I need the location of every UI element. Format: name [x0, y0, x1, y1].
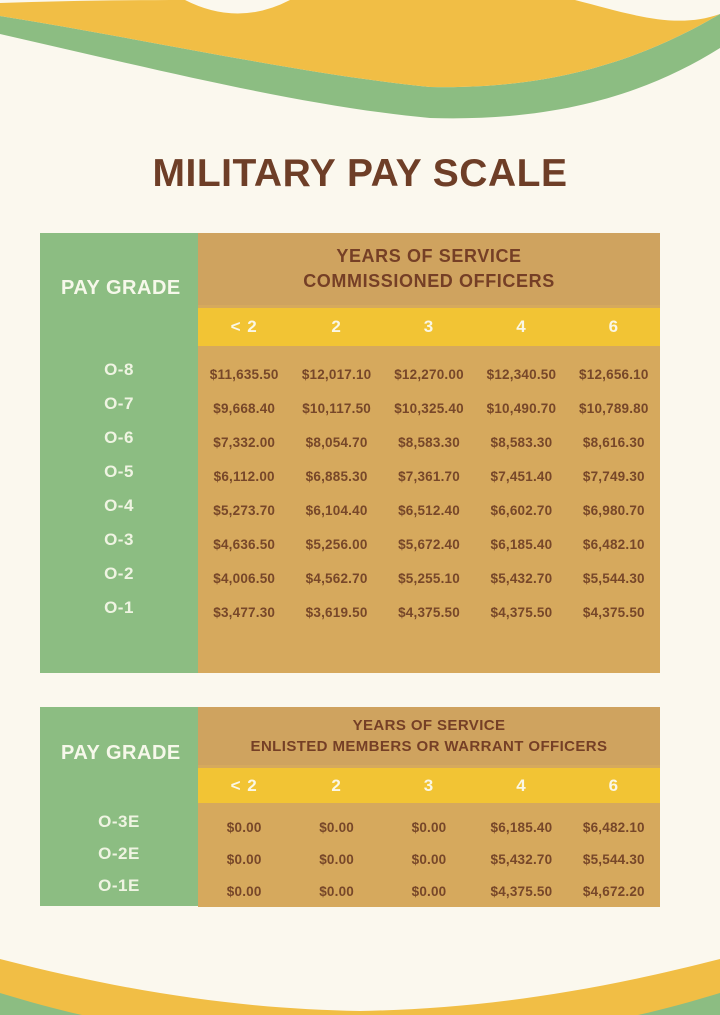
grade-label: O-3E — [98, 812, 140, 831]
grade-label: O-3 — [104, 530, 134, 549]
table-body — [198, 806, 660, 907]
pay-value: $3,477.30 — [213, 604, 276, 620]
table-header — [198, 707, 660, 765]
pay-value: $0.00 — [411, 883, 447, 899]
pay-value: $7,361.70 — [398, 468, 460, 484]
grade-label: O-1E — [98, 876, 140, 895]
column-header: 4 — [516, 775, 527, 795]
years-of-service-section — [198, 707, 660, 906]
table-row — [198, 425, 660, 459]
pay-value: $10,490.70 — [486, 400, 557, 416]
pay-value: $8,583.30 — [398, 434, 460, 450]
pay-value: $6,482.10 — [582, 536, 645, 552]
top-wave-decoration — [0, 0, 720, 150]
table-header-line2: ENLISTED MEMBERS OR WARRANT OFFICERS — [250, 738, 608, 755]
column-header: < 2 — [230, 317, 258, 336]
pay-value: $5,432.70 — [490, 851, 553, 867]
pay-value: $8,054.70 — [305, 434, 368, 450]
column-header: 2 — [331, 775, 342, 795]
pay-value: $0.00 — [226, 883, 262, 899]
table-header-line1: YEARS OF SERVICE — [352, 717, 506, 734]
pay-value: $4,375.50 — [490, 883, 553, 899]
pay-value: $4,375.50 — [490, 604, 553, 620]
grade-label: O-5 — [104, 462, 134, 481]
pay-value: $6,980.70 — [582, 502, 645, 518]
column-header: 2 — [331, 317, 342, 336]
table-row — [198, 875, 660, 907]
pay-grade-column — [40, 233, 198, 673]
column-header: 3 — [423, 317, 435, 336]
pay-grade-column — [40, 707, 198, 906]
pay-value: $4,006.50 — [213, 570, 276, 586]
pay-value: $0.00 — [226, 851, 262, 867]
table-body — [198, 349, 660, 673]
table-row — [198, 561, 660, 595]
pay-value: $9,668.40 — [213, 400, 276, 416]
pay-value: $0.00 — [411, 819, 447, 835]
pay-value: $10,117.50 — [302, 400, 372, 416]
pay-grade-header: PAY GRADE — [61, 742, 181, 764]
pay-value: $6,482.10 — [582, 819, 645, 835]
column-header: 6 — [608, 775, 620, 795]
pay-value: $6,512.40 — [398, 502, 460, 518]
pay-value: $12,656.10 — [579, 366, 649, 382]
pay-value: $6,185.40 — [490, 536, 553, 552]
table-header — [198, 233, 660, 305]
pay-value: $8,583.30 — [490, 434, 553, 450]
pay-value: $10,325.40 — [394, 400, 464, 416]
grade-spacer — [40, 343, 198, 353]
page-title: MILITARY PAY SCALE — [152, 152, 568, 195]
grade-label: O-2E — [98, 844, 140, 863]
column-header: 4 — [516, 317, 527, 336]
bottom-wave-yellow-band — [0, 959, 720, 1015]
column-header-row — [198, 305, 660, 349]
pay-value: $7,451.40 — [490, 468, 553, 484]
table-header-line1: YEARS OF SERVICE — [336, 245, 522, 266]
column-header-row — [198, 765, 660, 806]
pay-value: $5,432.70 — [490, 570, 553, 586]
pay-value: $4,375.50 — [398, 604, 460, 620]
bottom-wave-decoration — [0, 955, 720, 1015]
grade-label: O-4 — [104, 496, 134, 515]
pay-value: $6,185.40 — [490, 819, 553, 835]
table-row — [198, 459, 660, 493]
grade-label: O-8 — [104, 360, 134, 379]
pay-value: $8,616.30 — [582, 434, 645, 450]
pay-value: $5,273.70 — [213, 502, 276, 518]
pay-value: $5,544.30 — [582, 570, 645, 586]
table-row — [198, 391, 660, 425]
table-row — [198, 493, 660, 527]
pay-value: $0.00 — [319, 819, 354, 835]
pay-value: $0.00 — [319, 883, 354, 899]
grade-label: O-2 — [104, 564, 134, 583]
pay-value: $0.00 — [411, 851, 447, 867]
years-of-service-section — [198, 233, 660, 673]
pay-value: $7,749.30 — [582, 468, 645, 484]
pay-value: $5,672.40 — [398, 536, 460, 552]
pay-value: $4,672.20 — [582, 883, 645, 899]
pay-value: $5,544.30 — [582, 851, 645, 867]
pay-value: $0.00 — [226, 819, 262, 835]
pay-value: $12,340.50 — [486, 366, 557, 382]
pay-value: $10,789.80 — [579, 400, 649, 416]
pay-value: $11,635.50 — [209, 366, 279, 382]
pay-value: $3,619.50 — [305, 604, 368, 620]
table-row — [198, 843, 660, 875]
pay-value: $4,375.50 — [582, 604, 645, 620]
pay-value: $4,562.70 — [305, 570, 368, 586]
commissioned-officers-table — [40, 233, 660, 673]
pay-value: $12,270.00 — [394, 366, 464, 382]
pay-value: $12,017.10 — [301, 366, 372, 382]
column-header: < 2 — [230, 775, 258, 795]
grade-label: O-1 — [104, 598, 134, 617]
grade-label: O-7 — [104, 394, 134, 413]
table-row — [198, 811, 660, 843]
pay-value: $7,332.00 — [213, 434, 276, 450]
grade-label: O-6 — [104, 428, 134, 447]
pay-value: $4,636.50 — [213, 536, 276, 552]
table-row — [198, 357, 660, 391]
pay-grade-header: PAY GRADE — [61, 276, 181, 299]
pay-value: $6,885.30 — [305, 468, 368, 484]
column-header: 3 — [423, 775, 435, 795]
pay-value: $5,256.00 — [305, 536, 368, 552]
pay-value: $0.00 — [319, 851, 354, 867]
table-row — [198, 527, 660, 561]
table-row — [198, 595, 660, 629]
table-header-line2: COMMISSIONED OFFICERS — [303, 271, 555, 291]
pay-value: $6,104.40 — [305, 502, 368, 518]
pay-value: $6,112.00 — [213, 468, 275, 484]
pay-value: $6,602.70 — [490, 502, 553, 518]
pay-value: $5,255.10 — [398, 570, 460, 586]
enlisted-warrant-officers-table — [40, 707, 660, 906]
column-header: 6 — [608, 317, 620, 336]
